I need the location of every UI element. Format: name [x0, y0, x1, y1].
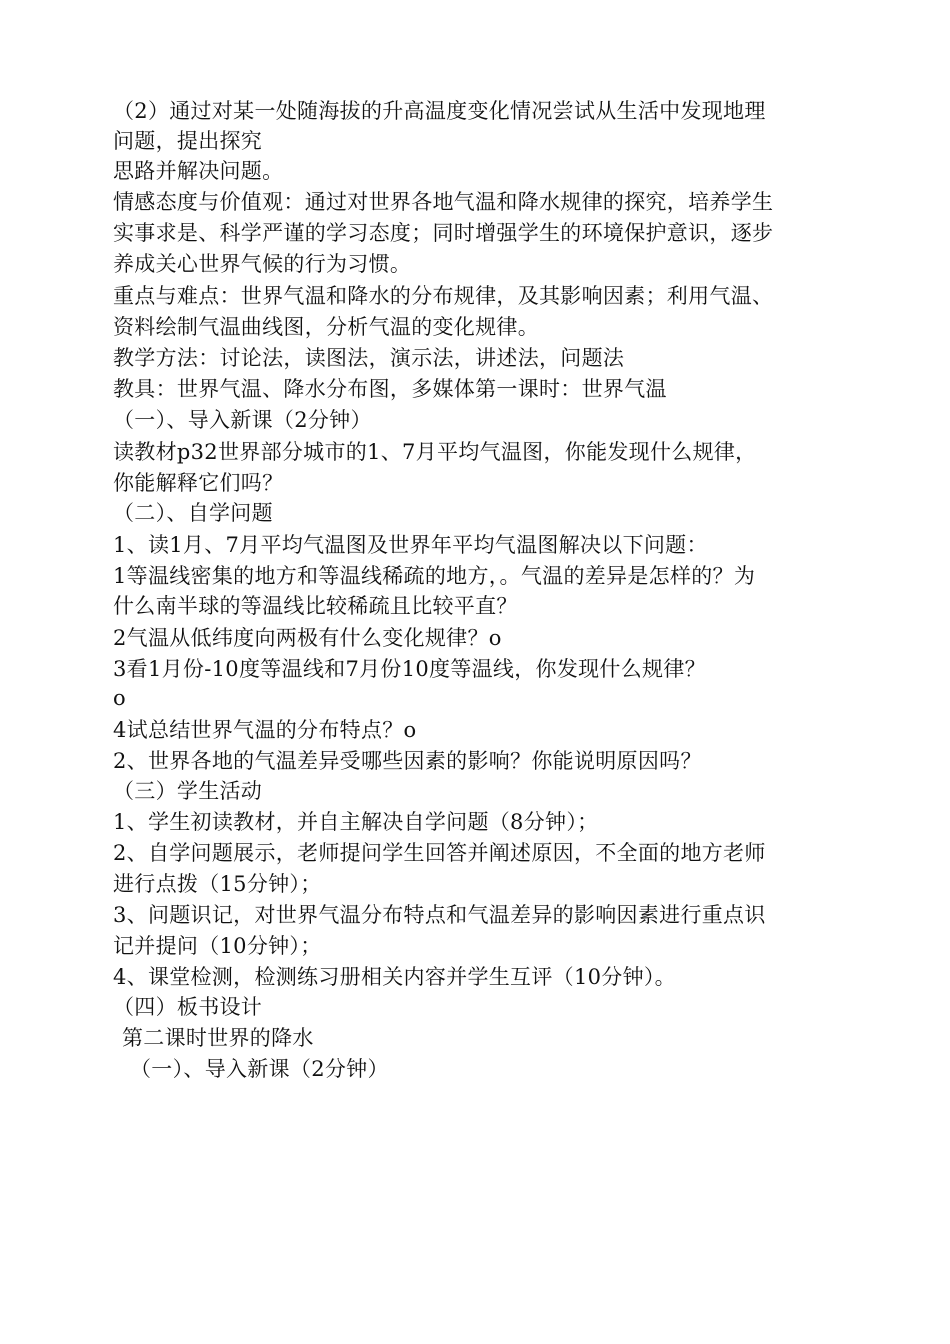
- text-line: 记并提问（10分钟）；: [113, 934, 322, 958]
- text-line: 1、读1月、7月平均气温图及世界年平均气温图解决以下问题：: [113, 533, 708, 557]
- text-line: 思路并解决问题。: [113, 159, 284, 183]
- text-line: 实事求是、科学严谨的学习态度；同时增强学生的环境保护意识，逐步: [113, 221, 774, 245]
- section-heading: （一）、导入新课（2分钟）: [130, 1057, 389, 1081]
- text-line: 2、自学问题展示，老师提问学生回答并阐述原因，不全面的地方老师: [113, 841, 766, 865]
- text-line: 你能解释它们吗？: [113, 471, 284, 495]
- section-heading: （一）、导入新课（2分钟）: [113, 408, 372, 432]
- text-line: 重点与难点：世界气温和降水的分布规律，及其影响因素；利用气温、: [113, 284, 774, 308]
- section-heading: （二）、自学问题: [113, 501, 273, 525]
- text-line: 2、世界各地的气温差异受哪些因素的影响？你能说明原因吗？: [113, 749, 702, 773]
- text-line: 3、问题识记，对世界气温分布特点和气温差异的影响因素进行重点识: [113, 903, 766, 927]
- section-heading: （四）板书设计: [113, 995, 263, 1019]
- text-line: 2气温从低纬度向两极有什么变化规律？o: [113, 626, 502, 650]
- text-line: 读教材p32世界部分城市的1、7月平均气温图，你能发现什么规律，: [113, 440, 757, 464]
- text-line: 3看1月份-10度等温线和7月份10度等温线，你发现什么规律？: [113, 657, 706, 681]
- text-line: 教具：世界气温、降水分布图，多媒体第一课时：世界气温: [113, 377, 667, 401]
- text-line: 1等温线密集的地方和等温线稀疏的地方，。气温的差异是怎样的？为: [113, 564, 756, 588]
- text-line: 问题，提出探究: [113, 129, 263, 153]
- text-line: 4试总结世界气温的分布特点？o: [113, 718, 417, 742]
- text-line: 养成关心世界气候的行为习惯。: [113, 252, 412, 276]
- text-line: 资料绘制气温曲线图，分析气温的变化规律。: [113, 315, 539, 339]
- text-line: （2）通过对某一处随海拔的升高温度变化情况尝试从生活中发现地理: [113, 99, 766, 123]
- text-line: 进行点拨（15分钟）；: [113, 872, 322, 896]
- text-line: 什么南半球的等温线比较稀疏且比较平直？: [113, 594, 518, 618]
- section-heading: 第二课时世界的降水: [122, 1026, 314, 1050]
- text-line: 1、学生初读教材，并自主解决自学问题（8分钟）；: [113, 810, 599, 834]
- text-line: 4、课堂检测，检测练习册相关内容并学生互评（10分钟）。: [113, 965, 676, 989]
- section-heading: （三）学生活动: [113, 779, 263, 803]
- text-line: 教学方法：讨论法，读图法，演示法，讲述法，问题法: [113, 346, 625, 370]
- text-line: o: [113, 686, 126, 710]
- text-line: 情感态度与价值观：通过对世界各地气温和降水规律的探究，培养学生: [113, 190, 774, 214]
